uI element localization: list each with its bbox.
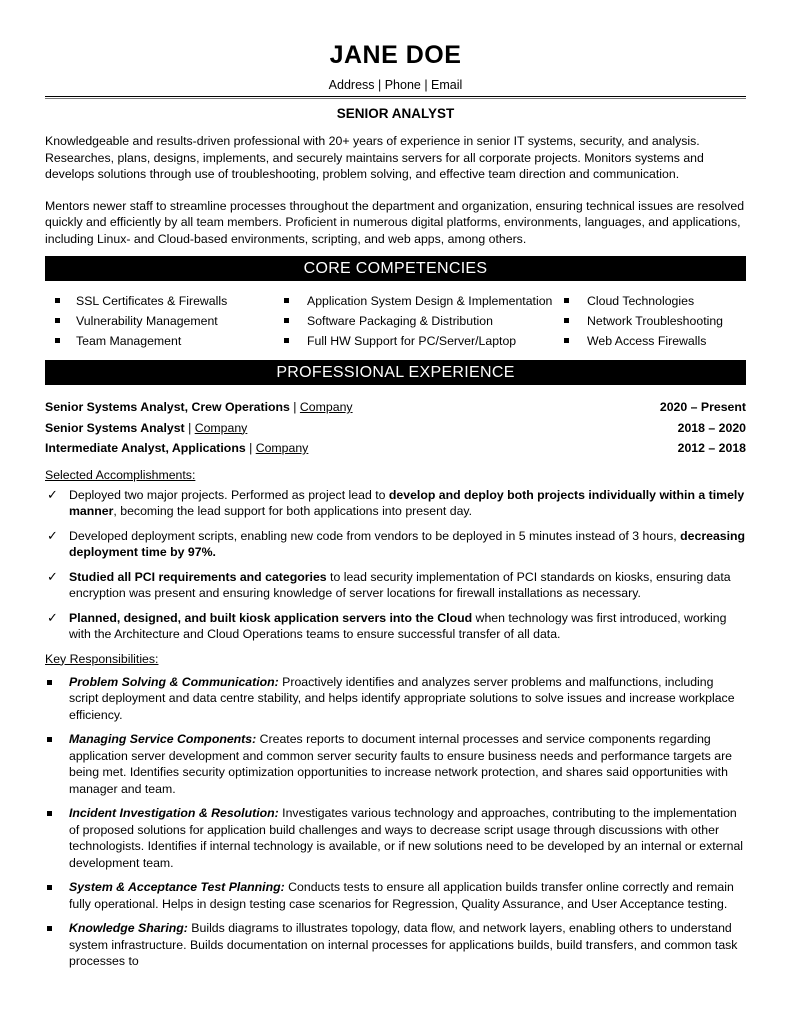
accomplishment-text: Developed deployment scripts, enabling new code from vendors to be deployed in 5 minutes instead of 3 hours, bbox=[69, 528, 681, 543]
job-separator: | bbox=[184, 420, 195, 435]
checkmark-icon: ✓ bbox=[47, 486, 58, 502]
job-title: Senior Systems Analyst bbox=[45, 420, 185, 435]
checkmark-icon: ✓ bbox=[47, 568, 58, 584]
competency-item: Application System Design & Implementation bbox=[284, 291, 563, 311]
professional-headline: SENIOR ANALYST bbox=[336, 106, 455, 121]
responsibility-label: Problem Solving & Communication: bbox=[69, 674, 279, 689]
company-link[interactable]: Company bbox=[194, 420, 248, 435]
responsibility-item bbox=[45, 805, 746, 871]
job-dates: 2018 – 2020 bbox=[677, 420, 746, 435]
responsibilities-list bbox=[45, 674, 746, 970]
core-competencies-heading: CORE COMPETENCIES bbox=[45, 256, 746, 281]
job-title: Intermediate Analyst, Applications bbox=[45, 441, 246, 455]
accomplishment-highlight: Planned, designed, and built kiosk application servers into the Cloud bbox=[69, 610, 473, 625]
accomplishment-text: to lead security implementation of PCI standards on kiosks, ensuring data encryption was present and ensuring knowledge of server locations for firewall installations as necessary. bbox=[69, 569, 731, 600]
responsibility-label: Knowledge Sharing: bbox=[69, 921, 188, 935]
responsibility-text: Builds diagrams to illustrates topology, data flow, and network layers, enabling others to understand system infrastructure. Builds documentation on internal processes for applications builds, build transfers, and common task processes to bbox=[69, 921, 738, 968]
company-link[interactable]: Company bbox=[255, 441, 309, 455]
competency-item: Software Packaging & Distribution bbox=[284, 311, 563, 331]
competency-item: Network Troubleshooting bbox=[563, 311, 746, 331]
competencies-column-1 bbox=[45, 291, 284, 351]
job-title-line bbox=[45, 418, 247, 439]
responsibility-item bbox=[45, 731, 746, 797]
responsibility-text: Investigates various technology and approaches, contributing to the implementation of proposed solutions for application build challenges and ways to decrease script usage through discussions with other technologists. Identifies if internal technology is available, or if new solutions need to be developed by an internal or external development team. bbox=[69, 806, 744, 870]
professional-experience-heading: PROFESSIONAL EXPERIENCE bbox=[45, 360, 746, 385]
resume-page bbox=[45, 40, 746, 978]
responsibility-label: Incident Investigation & Resolution: bbox=[69, 806, 279, 820]
responsibility-text: Conducts tests to ensure all application builds transfer online correctly and remain fully operational. Helps in design testing case scenarios for Regression, Quality Assurance, and User Acceptance testing. bbox=[69, 880, 734, 911]
accomplishment-highlight: develop and deploy both projects individually within a timely manner bbox=[69, 487, 745, 518]
competencies-column-2 bbox=[284, 291, 563, 351]
accomplishment-text: when technology was first introduced, working with the Architecture and Cloud Operations teams to ensure successful transfer of all data. bbox=[69, 610, 727, 641]
summary-paragraph-2: Mentors newer staff to streamline processes throughout the department and organization, ensuring technical issues are resolved quickly and efficiently by all team members. Proficient in numerous digital platforms, environments, languages, and applications, including Linux- and Cloud-based environments, scripting, and web apps, among others. bbox=[45, 198, 745, 246]
competency-item: SSL Certificates & Firewalls bbox=[45, 291, 284, 311]
competencies-column-3 bbox=[563, 291, 746, 351]
responsibility-item bbox=[45, 920, 746, 970]
job-list bbox=[45, 397, 746, 459]
responsibilities-heading: Key Responsibilities: bbox=[45, 651, 159, 666]
responsibility-label: System & Acceptance Test Planning: bbox=[69, 880, 285, 894]
checkmark-icon: ✓ bbox=[47, 527, 58, 543]
job-separator: | bbox=[289, 400, 300, 414]
responsibility-text: Proactively identifies and analyzes server problems and malfunctions, including script deployment and data centre stability, and helps identify appropriate solutions to solve issues and increase workplace efficiency. bbox=[69, 674, 735, 722]
accomplishment-text: , becoming the lead support for both applications into present day. bbox=[113, 504, 473, 518]
job-title-line bbox=[45, 397, 353, 418]
competency-item: Team Management bbox=[45, 331, 284, 351]
competencies-grid bbox=[45, 291, 746, 351]
responsibility-text: Creates reports to document internal processes and service components regarding application server development and common server security faults to ensure business needs and performance targets are being met. Identifies security optimization opportunities to increase network protection, and shares said opportunities with manager and team. bbox=[69, 732, 733, 796]
responsibility-item bbox=[45, 674, 746, 724]
job-row bbox=[45, 397, 746, 418]
responsibility-item bbox=[45, 879, 746, 912]
competency-item: Full HW Support for PC/Server/Laptop bbox=[284, 331, 563, 351]
competency-item: Cloud Technologies bbox=[563, 291, 746, 311]
competency-item: Web Access Firewalls bbox=[563, 331, 746, 351]
job-dates: 2012 – 2018 bbox=[677, 441, 746, 455]
job-title: Senior Systems Analyst, Crew Operations bbox=[45, 400, 290, 414]
accomplishment-item bbox=[45, 528, 746, 561]
accomplishments-heading: Selected Accomplishments: bbox=[45, 467, 196, 482]
responsibility-label: Managing Service Components: bbox=[69, 732, 257, 746]
job-dates: 2020 – Present bbox=[659, 400, 746, 414]
contact-line: Address | Phone | Email bbox=[328, 78, 463, 92]
candidate-name: JANE DOE bbox=[329, 41, 462, 69]
job-row bbox=[45, 438, 746, 459]
accomplishment-highlight: decreasing deployment time by 97%. bbox=[69, 528, 746, 559]
accomplishments-list bbox=[45, 487, 746, 643]
accomplishment-highlight: Studied all PCI requirements and categories bbox=[69, 569, 327, 584]
accomplishment-item bbox=[45, 610, 746, 643]
header-divider bbox=[45, 96, 746, 99]
company-link[interactable]: Company bbox=[299, 400, 353, 414]
accomplishment-item bbox=[45, 487, 746, 520]
job-title-line bbox=[45, 438, 308, 459]
accomplishment-item bbox=[45, 569, 746, 602]
summary-paragraph-1: Knowledgeable and results-driven professional with 20+ years of experience in senior IT systems, security, and analysis. Researches, plans, designs, implements, and securely maintains servers for all corporate projects. Monitors systems and develops solutions through use of troubleshooting, problem solving, and effective team direction and communication. bbox=[45, 134, 704, 181]
checkmark-icon: ✓ bbox=[47, 609, 58, 625]
competency-item: Vulnerability Management bbox=[45, 311, 284, 331]
job-separator: | bbox=[245, 441, 256, 455]
job-row bbox=[45, 418, 746, 439]
accomplishment-text: Deployed two major projects. Performed as project lead to bbox=[69, 487, 389, 502]
